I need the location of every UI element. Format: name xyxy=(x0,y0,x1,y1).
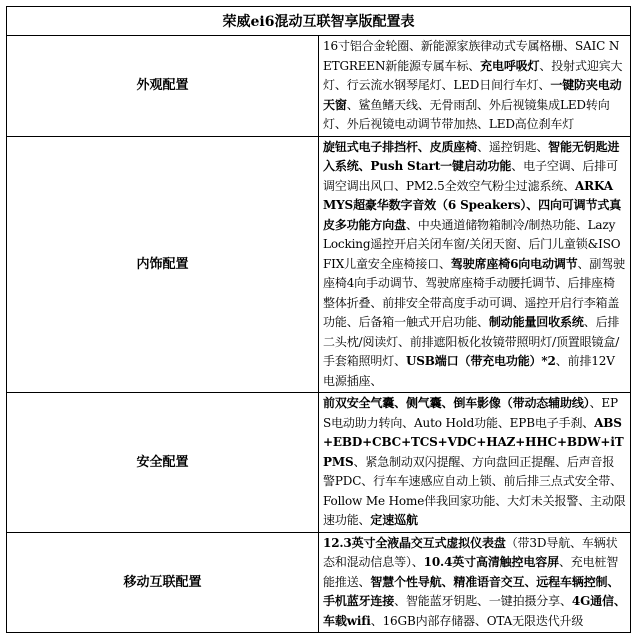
feature-text: 、投射式迎宾大灯、行云流水钢琴尾灯、LED日间行车灯、 xyxy=(323,58,623,92)
feature-text: 、前排12V电源插座、 xyxy=(323,354,615,388)
section-label-interior: 内饰配置 xyxy=(7,136,319,393)
feature-text-bold: 前双安全气囊、侧气囊、倒车影像（带动态辅助线） xyxy=(323,396,590,410)
feature-text-bold: 一键防夹电动天窗 xyxy=(323,78,622,112)
feature-text-bold: 智慧个性导航、精准语音交互、远程车辆控制、手机蓝牙连接 xyxy=(323,574,620,608)
feature-text-bold: 充电呼吸灯 xyxy=(480,58,540,73)
feature-text: 16寸铝合金轮圈、新能源家族律动式专属格栅、SAIC NETGREEN新能源专属车标、 xyxy=(323,39,620,73)
section-row-interior xyxy=(7,136,631,393)
table-title: 荣威ei6混动互联智享版配置表 xyxy=(7,7,631,36)
section-content-connectivity xyxy=(319,532,631,633)
section-content-exterior xyxy=(319,36,631,137)
config-table xyxy=(6,6,631,633)
config-sheet xyxy=(6,6,631,628)
feature-text-bold: 驾驶席座椅6向电动调节 xyxy=(450,256,578,271)
feature-text: 、电子空调、后排可调空调出风口、PM2.5全效空气粉尘过滤系统、 xyxy=(323,159,618,193)
feature-text-bold: 定速巡航 xyxy=(370,513,418,527)
feature-text-bold: ABS+EBD+CBC+TCS+VDC+HAZ+HHC+BDW+iTPMS xyxy=(323,415,624,469)
feature-text-bold: 10.4英寸高清触控电容屏 xyxy=(423,555,559,569)
feature-text-bold: USB端口（带充电功能）*2 xyxy=(405,354,556,368)
feature-text: 、EPS电动助力转向、Auto Hold功能、EPB电子手刹、 xyxy=(323,396,618,430)
feature-text-bold: 旋钮式电子排挡杆、皮质座椅 xyxy=(323,139,478,154)
section-content-interior xyxy=(319,136,631,393)
section-row-exterior xyxy=(7,36,631,137)
feature-text-bold: 智能无钥匙进入系统、Push Start一键启动功能 xyxy=(323,139,620,173)
section-label-safety: 安全配置 xyxy=(7,393,319,533)
section-label-exterior: 外观配置 xyxy=(7,36,319,137)
feature-text: （带3D导航、车辆状态和混动信息等）、 xyxy=(323,535,618,569)
section-content-safety xyxy=(319,393,631,533)
feature-text: 、副驾驶座椅4向手动调节、驾驶席座椅手动腰托调节、后排座椅整体折叠、前排安全带高度手动可调、遥控开启行李箱盖功能、后备箱一触式开启功能、 xyxy=(323,256,625,329)
feature-text: 、充电桩智能推送、 xyxy=(323,555,619,589)
title-row xyxy=(7,7,631,36)
feature-text-bold: ARKAMYS超豪华数字音效（6 Speakers）、四向可调节式真皮多功能方向盘 xyxy=(323,178,622,232)
section-label-connectivity: 移动互联配置 xyxy=(7,532,319,633)
feature-text: 、后排二头枕/阅读灯、前排遮阳板化妆镜带照明灯/顶置眼镜盒/手套箱照明灯、 xyxy=(323,315,620,368)
feature-text: 、紧急制动双闪提醒、方向盘回正提醒、后声音报警PDC、行车车速感应自动上锁、前后排三点式安全带、Follow Me Home伴我回家功能、大灯未关报警、主动限速功能、 xyxy=(323,454,626,527)
feature-text-bold: 4G通信、车载wifi xyxy=(323,594,626,628)
feature-text: 、中央通道储物箱制冷/制热功能、Lazy Locking遥控开启关闭车窗/关闭天窗、后门儿童锁&ISOFIX儿童安全座椅接口、 xyxy=(323,217,621,271)
section-row-connectivity xyxy=(7,532,631,633)
feature-text-bold: 制动能量回收系统 xyxy=(488,315,584,329)
feature-text-bold: 12.3英寸全液晶交互式虚拟仪表盘 xyxy=(323,535,506,550)
section-row-safety xyxy=(7,393,631,533)
feature-text: 、16GB内部存储器、OTA无限迭代升级 xyxy=(370,613,584,628)
feature-text: 、智能蓝牙钥匙、一键拍摄分享、 xyxy=(394,594,572,608)
feature-text: 、鲨鱼鳍天线、无骨雨刮、外后视镜集成LED转向灯、外后视镜电动调节带加热、LED高位刹车灯 xyxy=(323,97,610,131)
feature-text: 、遥控钥匙、 xyxy=(477,139,549,154)
